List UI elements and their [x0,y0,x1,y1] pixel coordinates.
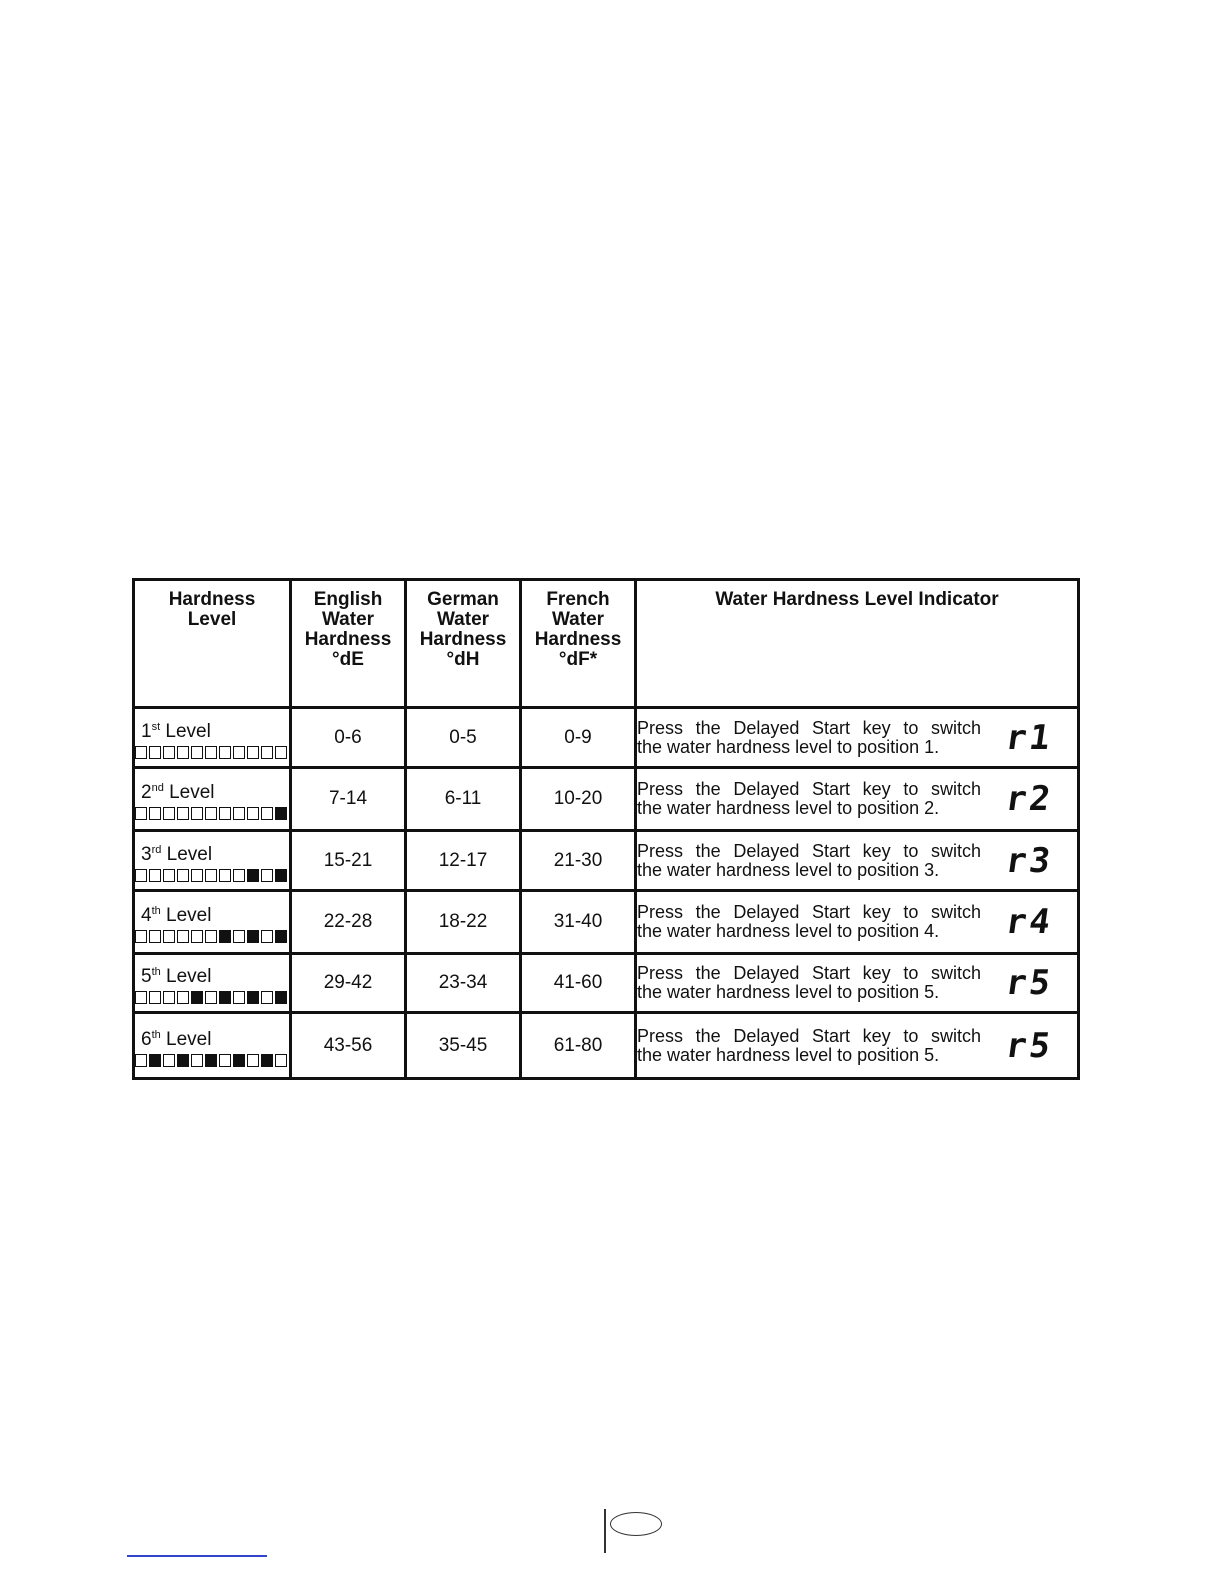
indicator-segment-empty [247,807,259,820]
english-hardness-value: 43-56 [291,1013,406,1079]
header-french-hardness [521,580,636,708]
indicator-segment-empty [191,1054,203,1067]
header-line: French [546,589,610,610]
level-indicator-bar [135,869,289,882]
indicator-segment-filled [275,930,287,943]
level-indicator-bar [135,930,289,943]
german-hardness-value: 23-34 [406,954,521,1013]
level-label [141,962,289,987]
indicator-description [636,891,1079,954]
indicator-segment-filled [275,807,287,820]
table-row [134,831,1079,891]
indicator-segment-empty [191,807,203,820]
indicator-segment-empty [247,1054,259,1067]
indicator-segment-filled [247,869,259,882]
indicator-segment-empty [135,991,147,1004]
indicator-segment-filled [275,991,287,1004]
header-line: Hardness [168,589,256,610]
indicator-description [636,831,1079,891]
level-word: Level [166,843,213,865]
indicator-segment-empty [163,991,175,1004]
instruction-text [637,842,981,880]
footer-underline [127,1555,267,1557]
display-code: r2 [1003,779,1056,819]
level-ordinal-suffix: th [151,966,161,978]
indicator-segment-empty [205,869,217,882]
indicator-segment-empty [233,746,245,759]
indicator-segment-empty [163,930,175,943]
instruction-line: the water hardness level to position 4. [637,921,940,941]
indicator-description [636,954,1079,1013]
indicator-segment-empty [135,930,147,943]
french-hardness-value: 21-30 [521,831,636,891]
indicator-segment-empty [275,1054,287,1067]
english-hardness-value: 22-28 [291,891,406,954]
indicator-segment-empty [177,746,189,759]
indicator-segment-empty [219,746,231,759]
indicator-segment-empty [149,991,161,1004]
level-ordinal-suffix: th [151,1028,161,1041]
display-code: r1 [1003,717,1056,758]
indicator-segment-empty [135,746,147,759]
header-german-hardness [406,580,521,708]
display-code: r5 [1003,963,1056,1003]
instruction-line: Press the Delayed Start key to switch [637,840,981,861]
indicator-segment-empty [149,930,161,943]
header-english-hardness [291,580,406,708]
indicator-segment-empty [261,991,273,1004]
header-line: °dF* [558,649,598,670]
german-hardness-value: 35-45 [406,1013,521,1079]
table-row [134,891,1079,954]
instruction-text [637,964,981,1002]
indicator-segment-empty [247,746,259,759]
indicator-segment-filled [247,991,259,1004]
german-hardness-value: 6-11 [406,768,521,831]
level-number: 1 [141,720,152,742]
instruction-text [637,903,981,941]
level-number: 5 [141,966,152,987]
indicator-description [636,1013,1079,1079]
display-code: r3 [1003,840,1056,881]
instruction-line: the water hardness level to position 5. [637,982,940,1002]
level-ordinal-suffix: rd [151,843,162,856]
indicator-description [636,768,1079,831]
indicator-segment-empty [233,991,245,1004]
english-hardness-value: 0-6 [291,708,406,768]
header-indicator: Water Hardness Level Indicator [636,580,1079,708]
level-indicator-bar [135,807,289,820]
indicator-segment-empty [135,807,147,820]
level-label [141,901,289,926]
instruction-text [637,780,981,818]
level-word: Level [166,905,212,926]
level-indicator-bar [135,991,289,1004]
indicator-segment-filled [205,1054,217,1067]
indicator-segment-empty [233,807,245,820]
level-ordinal-suffix: nd [151,782,164,794]
water-hardness-table [132,578,1080,1080]
level-number: 3 [141,843,152,865]
indicator-segment-filled [219,930,231,943]
instruction-line: Press the Delayed Start key to switch [637,963,981,983]
indicator-description [636,708,1079,768]
hardness-level-cell [134,708,291,768]
hardness-level-cell [134,1013,291,1079]
instruction-line: the water hardness level to position 5. [637,1044,940,1065]
hardness-level-cell [134,891,291,954]
indicator-segment-empty [135,869,147,882]
instruction-text [637,719,981,757]
indicator-segment-empty [261,746,273,759]
indicator-segment-empty [177,991,189,1004]
indicator-segment-filled [261,1054,273,1067]
level-indicator-bar [135,1054,289,1067]
indicator-segment-filled [177,1054,189,1067]
indicator-segment-empty [205,991,217,1004]
indicator-segment-empty [219,869,231,882]
indicator-segment-empty [233,869,245,882]
level-word: Level [169,782,215,803]
instruction-line: the water hardness level to position 2. [637,798,940,818]
hardness-level-cell [134,954,291,1013]
level-number: 2 [141,782,152,803]
language-oval-badge [610,1512,662,1536]
french-hardness-value: 10-20 [521,768,636,831]
level-indicator-bar [135,746,289,759]
indicator-segment-empty [219,1054,231,1067]
indicator-segment-empty [191,930,203,943]
indicator-segment-empty [261,869,273,882]
display-code: r5 [1003,1025,1056,1066]
indicator-segment-filled [191,991,203,1004]
level-ordinal-suffix: st [151,720,161,733]
indicator-segment-empty [205,930,217,943]
indicator-segment-empty [191,746,203,759]
hardness-level-cell [134,831,291,891]
level-label [141,778,289,803]
table-row [134,708,1079,768]
indicator-segment-empty [177,930,189,943]
level-number: 6 [141,1028,152,1050]
indicator-segment-empty [177,869,189,882]
header-line: Hardness [304,629,392,650]
indicator-segment-empty [219,807,231,820]
german-hardness-value: 18-22 [406,891,521,954]
german-hardness-value: 0-5 [406,708,521,768]
indicator-segment-empty [163,746,175,759]
indicator-segment-empty [191,869,203,882]
indicator-segment-empty [163,1054,175,1067]
indicator-segment-empty [177,807,189,820]
header-line: English [313,589,383,610]
table-row [134,954,1079,1013]
indicator-segment-filled [149,1054,161,1067]
header-line: Hardness [419,629,507,650]
header-line: Hardness [534,629,622,650]
french-hardness-value: 31-40 [521,891,636,954]
instruction-text [637,1027,981,1065]
header-hardness-level [134,580,291,708]
header-line: Level [187,609,237,630]
english-hardness-value: 29-42 [291,954,406,1013]
indicator-segment-empty [261,807,273,820]
instruction-line: Press the Delayed Start key to switch [637,1025,981,1046]
indicator-segment-empty [163,807,175,820]
indicator-segment-filled [219,991,231,1004]
german-hardness-value: 12-17 [406,831,521,891]
indicator-segment-empty [205,807,217,820]
level-word: Level [165,720,211,742]
level-label [141,1025,289,1050]
indicator-segment-empty [163,869,175,882]
indicator-segment-filled [247,930,259,943]
instruction-line: the water hardness level to position 3. [637,859,940,880]
indicator-segment-empty [149,869,161,882]
header-line: Water [321,609,375,630]
instruction-line: Press the Delayed Start key to switch [637,717,981,738]
indicator-segment-empty [275,746,287,759]
indicator-segment-empty [261,930,273,943]
indicator-segment-empty [205,746,217,759]
indicator-segment-filled [233,1054,245,1067]
indicator-segment-empty [233,930,245,943]
french-hardness-value: 0-9 [521,708,636,768]
french-hardness-value: 41-60 [521,954,636,1013]
french-hardness-value: 61-80 [521,1013,636,1079]
indicator-segment-empty [149,746,161,759]
instruction-line: Press the Delayed Start key to switch [637,779,981,799]
level-ordinal-suffix: th [151,905,161,917]
level-word: Level [166,966,212,987]
instruction-line: the water hardness level to position 1. [637,736,940,757]
level-label [141,717,289,742]
header-line: Water [436,609,490,630]
level-label [141,840,289,865]
header-row [134,580,1079,708]
table-row [134,768,1079,831]
hardness-level-cell [134,768,291,831]
display-code: r4 [1003,902,1056,942]
table-row [134,1013,1079,1079]
instruction-line: Press the Delayed Start key to switch [637,902,981,922]
level-word: Level [166,1028,212,1050]
english-hardness-value: 7-14 [291,768,406,831]
indicator-segment-filled [275,869,287,882]
indicator-segment-empty [149,807,161,820]
header-line: German [427,589,499,610]
header-line: °dH [446,649,480,670]
header-line: °dE [332,649,364,670]
indicator-segment-empty [135,1054,147,1067]
english-hardness-value: 15-21 [291,831,406,891]
footer-divider [604,1509,606,1553]
header-line: Water [551,609,605,630]
level-number: 4 [141,905,152,926]
